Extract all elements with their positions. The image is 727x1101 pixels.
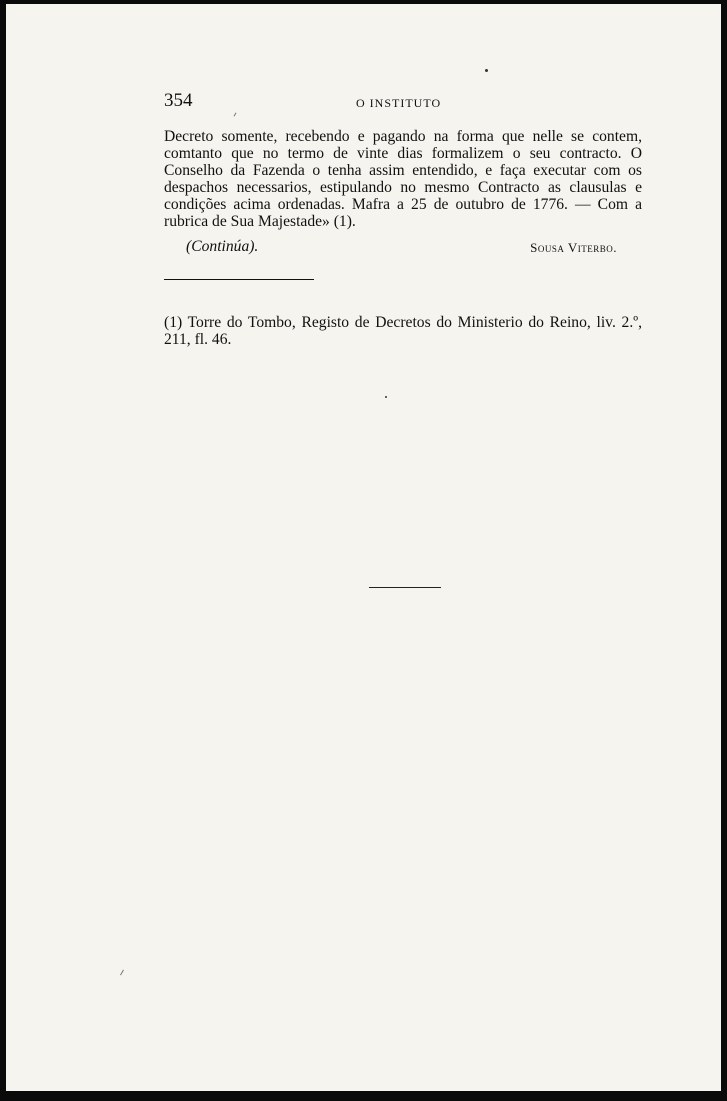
ink-speck	[120, 970, 124, 976]
ink-speck	[485, 69, 488, 72]
page-number: 354	[164, 90, 193, 111]
running-title: O INSTITUTO	[356, 96, 442, 110]
body-paragraph: Decreto somente, recebendo e pagando na forma que nelle se contem, comtanto que no termo de vinte dias formalizem o seu contracto. O Conselho da Fazenda o tenha assim entendido, e faça executar com os despachos necessarios, estipulando no mesmo Contracto as clausulas e condições acima ordenadas. Mafra a 25 de outubro de 1776. — Com a rubrica de Sua Majestade» (1).	[164, 128, 642, 230]
footnote-text: (1) Torre do Tombo, Registo de Decretos do Ministerio do Reino, liv. 2.º, 211, fl. 46.	[164, 314, 642, 348]
continua-note: (Continúa).	[186, 238, 259, 255]
page-content	[6, 4, 721, 1091]
section-end-rule	[369, 587, 441, 588]
footnote-divider	[164, 279, 314, 280]
ink-speck	[385, 396, 387, 398]
author-signature: Sousa Viterbo.	[530, 240, 617, 255]
ink-speck	[234, 113, 237, 117]
book-page	[6, 4, 721, 1091]
